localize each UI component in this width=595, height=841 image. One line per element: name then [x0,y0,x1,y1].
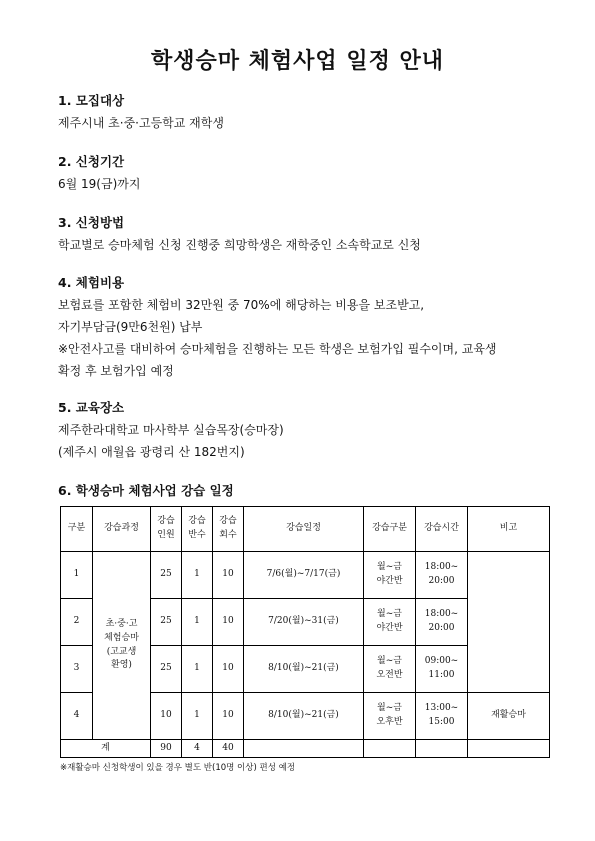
section-heading-target: 1. 모집대상 [58,93,125,108]
total-sessions: 40 [213,740,244,758]
total-label: 계 [61,740,151,758]
section-heading-period: 2. 신청기간 [58,154,125,169]
table-row [61,552,550,599]
schedule-table [60,506,550,758]
table-total-row [61,740,550,758]
section-heading-method: 3. 신청방법 [58,215,125,230]
cell-dates: 8/10(월)~21(금) [244,646,364,693]
cell-count: 10 [151,693,182,740]
cell-sessions: 10 [213,646,244,693]
cell-no: 4 [61,693,93,740]
cell-time: 13:00~ 15:00 [416,693,468,740]
footnote: ※재활승마 신청학생이 있을 경우 별도 반(10명 이상) 편성 예정 [60,763,296,773]
cell-type: 월~금 야간반 [364,552,416,599]
cell-count: 25 [151,646,182,693]
section-text-method: 학교별로 승마체험 신청 진행중 희망학생은 재학중인 소속학교로 신청 [58,238,421,252]
cell-classes: 1 [182,646,213,693]
cell-sessions: 10 [213,552,244,599]
header-dates: 강습일정 [244,507,364,552]
cell-type: 월~금 오전반 [364,646,416,693]
cell-classes: 1 [182,693,213,740]
cell-classes: 1 [182,599,213,646]
header-sessions: 강습 회수 [213,507,244,552]
header-type: 강습구분 [364,507,416,552]
cell-count: 25 [151,599,182,646]
section-text-cost-4: 확정 후 보험가입 예정 [58,364,174,378]
total-empty [416,740,468,758]
cell-dates: 8/10(월)~21(금) [244,693,364,740]
cell-type: 월~금 오후반 [364,693,416,740]
page-title: 학생승마 체험사업 일정 안내 [150,49,444,74]
cell-count: 25 [151,552,182,599]
section-heading-place: 5. 교육장소 [58,400,125,415]
cell-sessions: 10 [213,693,244,740]
total-classes: 4 [182,740,213,758]
cell-note: 재활승마 [468,693,550,740]
section-text-period: 6월 19(금)까지 [58,177,141,191]
header-time: 강습시간 [416,507,468,552]
cell-course: 초·중·고 체험승마 (고교생 환영) [93,552,151,740]
total-empty [244,740,364,758]
header-note: 비고 [468,507,550,552]
cell-time: 09:00~ 11:00 [416,646,468,693]
total-empty [468,740,550,758]
section-heading-schedule: 6. 학생승마 체험사업 강습 일정 [58,483,234,498]
header-no: 구분 [61,507,93,552]
section-heading-cost: 4. 체험비용 [58,275,125,290]
section-text-cost-1: 보험료를 포함한 체험비 32만원 중 70%에 해당하는 비용을 보조받고, [58,298,425,312]
cell-time: 18:00~ 20:00 [416,552,468,599]
cell-classes: 1 [182,552,213,599]
cell-type: 월~금 야간반 [364,599,416,646]
cell-note-empty [468,552,550,693]
header-count: 강습 인원 [151,507,182,552]
cell-time: 18:00~ 20:00 [416,599,468,646]
section-text-cost-3: ※안전사고를 대비하여 승마체험을 진행하는 모든 학생은 보험가입 필수이며, 교육생 [58,342,497,356]
section-text-place-1: 제주한라대학교 마사학부 실습목장(승마장) [58,423,284,437]
section-text-place-2: (제주시 애월읍 광령리 산 182번지) [58,445,245,459]
cell-no: 3 [61,646,93,693]
cell-no: 1 [61,552,93,599]
section-text-cost-2: 자기부담금(9만6천원) 납부 [58,320,203,334]
cell-dates: 7/6(월)~7/17(금) [244,552,364,599]
table-header-row [61,507,550,552]
cell-sessions: 10 [213,599,244,646]
cell-dates: 7/20(월)~31(금) [244,599,364,646]
header-course: 강습과정 [93,507,151,552]
total-count: 90 [151,740,182,758]
cell-no: 2 [61,599,93,646]
section-text-target: 제주시내 초·중·고등학교 재학생 [58,116,224,130]
header-classes: 강습 반수 [182,507,213,552]
total-empty [364,740,416,758]
